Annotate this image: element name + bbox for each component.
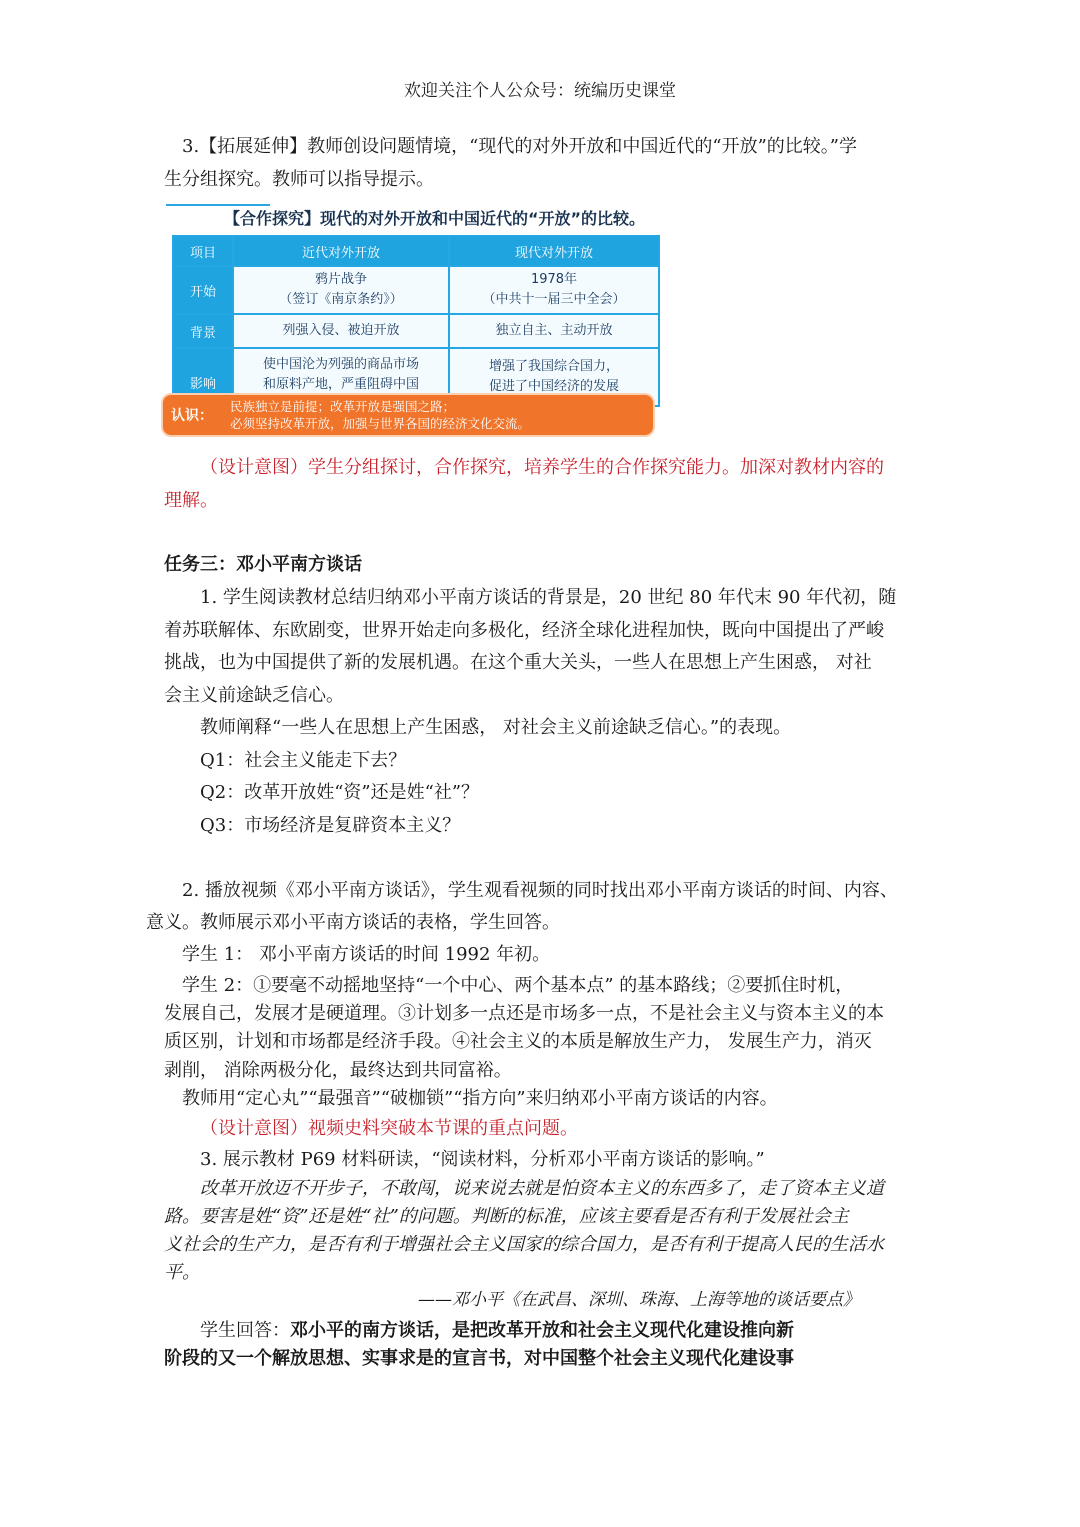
student-2-line-2: 发展自己，发展才是硬道理。③计划多一点还是市场多一点，不是社会主义与资本主义的本 bbox=[164, 1003, 884, 1024]
table-header-cell: 项目 bbox=[173, 236, 233, 266]
insight-line: 民族独立是前提；改革开放是强国之路； bbox=[230, 399, 456, 414]
cell-line: 和原料产地，严重阻碍中国 bbox=[262, 377, 419, 392]
row-label: 影响 bbox=[173, 348, 233, 406]
design-intent-1-line-1: （设计意图）学生分组探讨，合作探究，培养学生的合作探究能力。加深对教材内容的 bbox=[200, 457, 884, 478]
table-header-cell: 现代对外开放 bbox=[449, 236, 659, 266]
student-2-line-1: 学生 2：①要毫不动摇地坚持“一个中心、两个基本点” 的基本路线；②要抓住时机， bbox=[182, 975, 854, 996]
task3-p2-line-1: 2. 播放视频《邓小平南方谈话》，学生观看视频的同时找出邓小平南方谈话的时间、内容、 bbox=[182, 880, 898, 901]
task3-title: 任务三：邓小平南方谈话 bbox=[164, 554, 362, 575]
cell-line: 1978年 bbox=[530, 272, 578, 287]
cell-line: 使中国沦为列强的商品市场 bbox=[262, 357, 419, 372]
answer-text: 邓小平的南方谈话，是把改革开放和社会主义现代化建设推向新 bbox=[290, 1320, 794, 1341]
task3-p1-line-2: 着苏联解体、东欧剧变，世界开始走向多极化，经济全球化进程加快，既向中国提出了严峻 bbox=[164, 620, 884, 641]
table-cell bbox=[233, 266, 449, 314]
row-label: 背景 bbox=[173, 314, 233, 348]
question-2: Q2：改革开放姓“资”还是姓“社”？ bbox=[200, 782, 480, 803]
question-3: Q3：市场经济是复辟资本主义？ bbox=[200, 815, 461, 836]
extension-line-2: 生分组探究。教师可以指导提示。 bbox=[164, 169, 434, 190]
quote-line-4: 平。 bbox=[164, 1262, 200, 1283]
task3-p1-line-1: 1. 学生阅读教材总结归纳邓小平南方谈话的背景是，20 世纪 80 年代末 90 年代初，随 bbox=[200, 587, 897, 608]
quote-line-2: 路。要害是姓“资”还是姓“社”的问题。判断的标准，应该主要看是否有利于发展社会主 bbox=[164, 1206, 849, 1227]
design-intent-2: （设计意图）视频史料突破本节课的重点问题。 bbox=[200, 1118, 578, 1139]
task3-p1-line-3: 挑战，也为中国提供了新的发展机遇。在这个重大关头，一些人在思想上产生困惑， 对社 bbox=[164, 652, 872, 673]
answer-prefix: 学生回答： bbox=[200, 1320, 290, 1341]
cell-line: （中共十一届三中全会） bbox=[482, 292, 626, 307]
quote-line-1: 改革开放迈不开步子，不敢闯，说来说去就是怕资本主义的东西多了，走了资本主义道 bbox=[200, 1178, 884, 1199]
table-cell: 独立自主、主动开放 bbox=[449, 314, 659, 348]
insight-text bbox=[230, 398, 530, 432]
teacher-summary: 教师用“定心丸”“最强音”“破枷锁”“指方向”来归纳邓小平南方谈话的内容。 bbox=[182, 1088, 778, 1109]
figure-title: 【合作探究】现代的对外开放和中国近代的“开放”的比较。 bbox=[224, 209, 646, 228]
student-2-line-4: 剥削， 消除两极分化，最终达到共同富裕。 bbox=[164, 1060, 512, 1081]
table-cell: 列强入侵、被迫开放 bbox=[233, 314, 449, 348]
design-intent-1-line-2: 理解。 bbox=[164, 490, 218, 511]
question-1: Q1：社会主义能走下去？ bbox=[200, 750, 407, 771]
student-1-answer: 学生 1： 邓小平南方谈话的时间 1992 年初。 bbox=[182, 944, 551, 965]
table-row bbox=[173, 314, 659, 348]
cell-line: 增强了我国综合国力， bbox=[488, 359, 619, 374]
table-cell bbox=[449, 266, 659, 314]
task3-p3: 3. 展示教材 P69 材料研读，“阅读材料，分析邓小平南方谈话的影响。” bbox=[200, 1149, 765, 1170]
row-label: 开始 bbox=[173, 266, 233, 314]
page-header: 欢迎关注个人公众号：统编历史课堂 bbox=[404, 81, 676, 101]
cell-line: 促进了中国经济的发展 bbox=[488, 379, 619, 394]
insight-label: 认识： bbox=[171, 408, 213, 424]
cell-line: 鸦片战争 bbox=[314, 272, 367, 287]
student-2-line-3: 质区别，计划和市场都是经济手段。④社会主义的本质是解放生产力， 发展生产力，消灭 bbox=[164, 1031, 872, 1052]
task3-p1-line-4: 会主义前途缺乏信心。 bbox=[164, 685, 344, 706]
table-header-row bbox=[173, 236, 659, 266]
quote-line-3: 义社会的生产力，是否有利于增强社会主义国家的综合国力，是否有利于提高人民的生活水 bbox=[164, 1234, 884, 1255]
teacher-explain: 教师阐释“一些人在思想上产生困惑， 对社会主义前途缺乏信心。”的表现。 bbox=[200, 717, 792, 738]
table-header-cell: 近代对外开放 bbox=[233, 236, 449, 266]
insight-line: 必须坚持改革开放，加强与世界各国的经济文化交流。 bbox=[230, 416, 531, 431]
cell-line: （签订《南京条约》） bbox=[279, 292, 403, 307]
extension-line-1: 3.【拓展延伸】教师创设问题情境，“现代的对外开放和中国近代的“开放”的比较。”学 bbox=[182, 136, 857, 157]
student-answer-line-2: 阶段的又一个解放思想、实事求是的宣言书，对中国整个社会主义现代化建设事 bbox=[164, 1348, 794, 1369]
table-row bbox=[173, 266, 659, 314]
comparison-table bbox=[172, 235, 660, 407]
quote-source: ——邓小平《在武昌、深圳、珠海、上海等地的谈话要点》 bbox=[418, 1290, 860, 1310]
insight-box bbox=[163, 395, 653, 435]
task3-p2-line-2: 意义。教师展示邓小平南方谈话的表格，学生回答。 bbox=[146, 912, 560, 933]
